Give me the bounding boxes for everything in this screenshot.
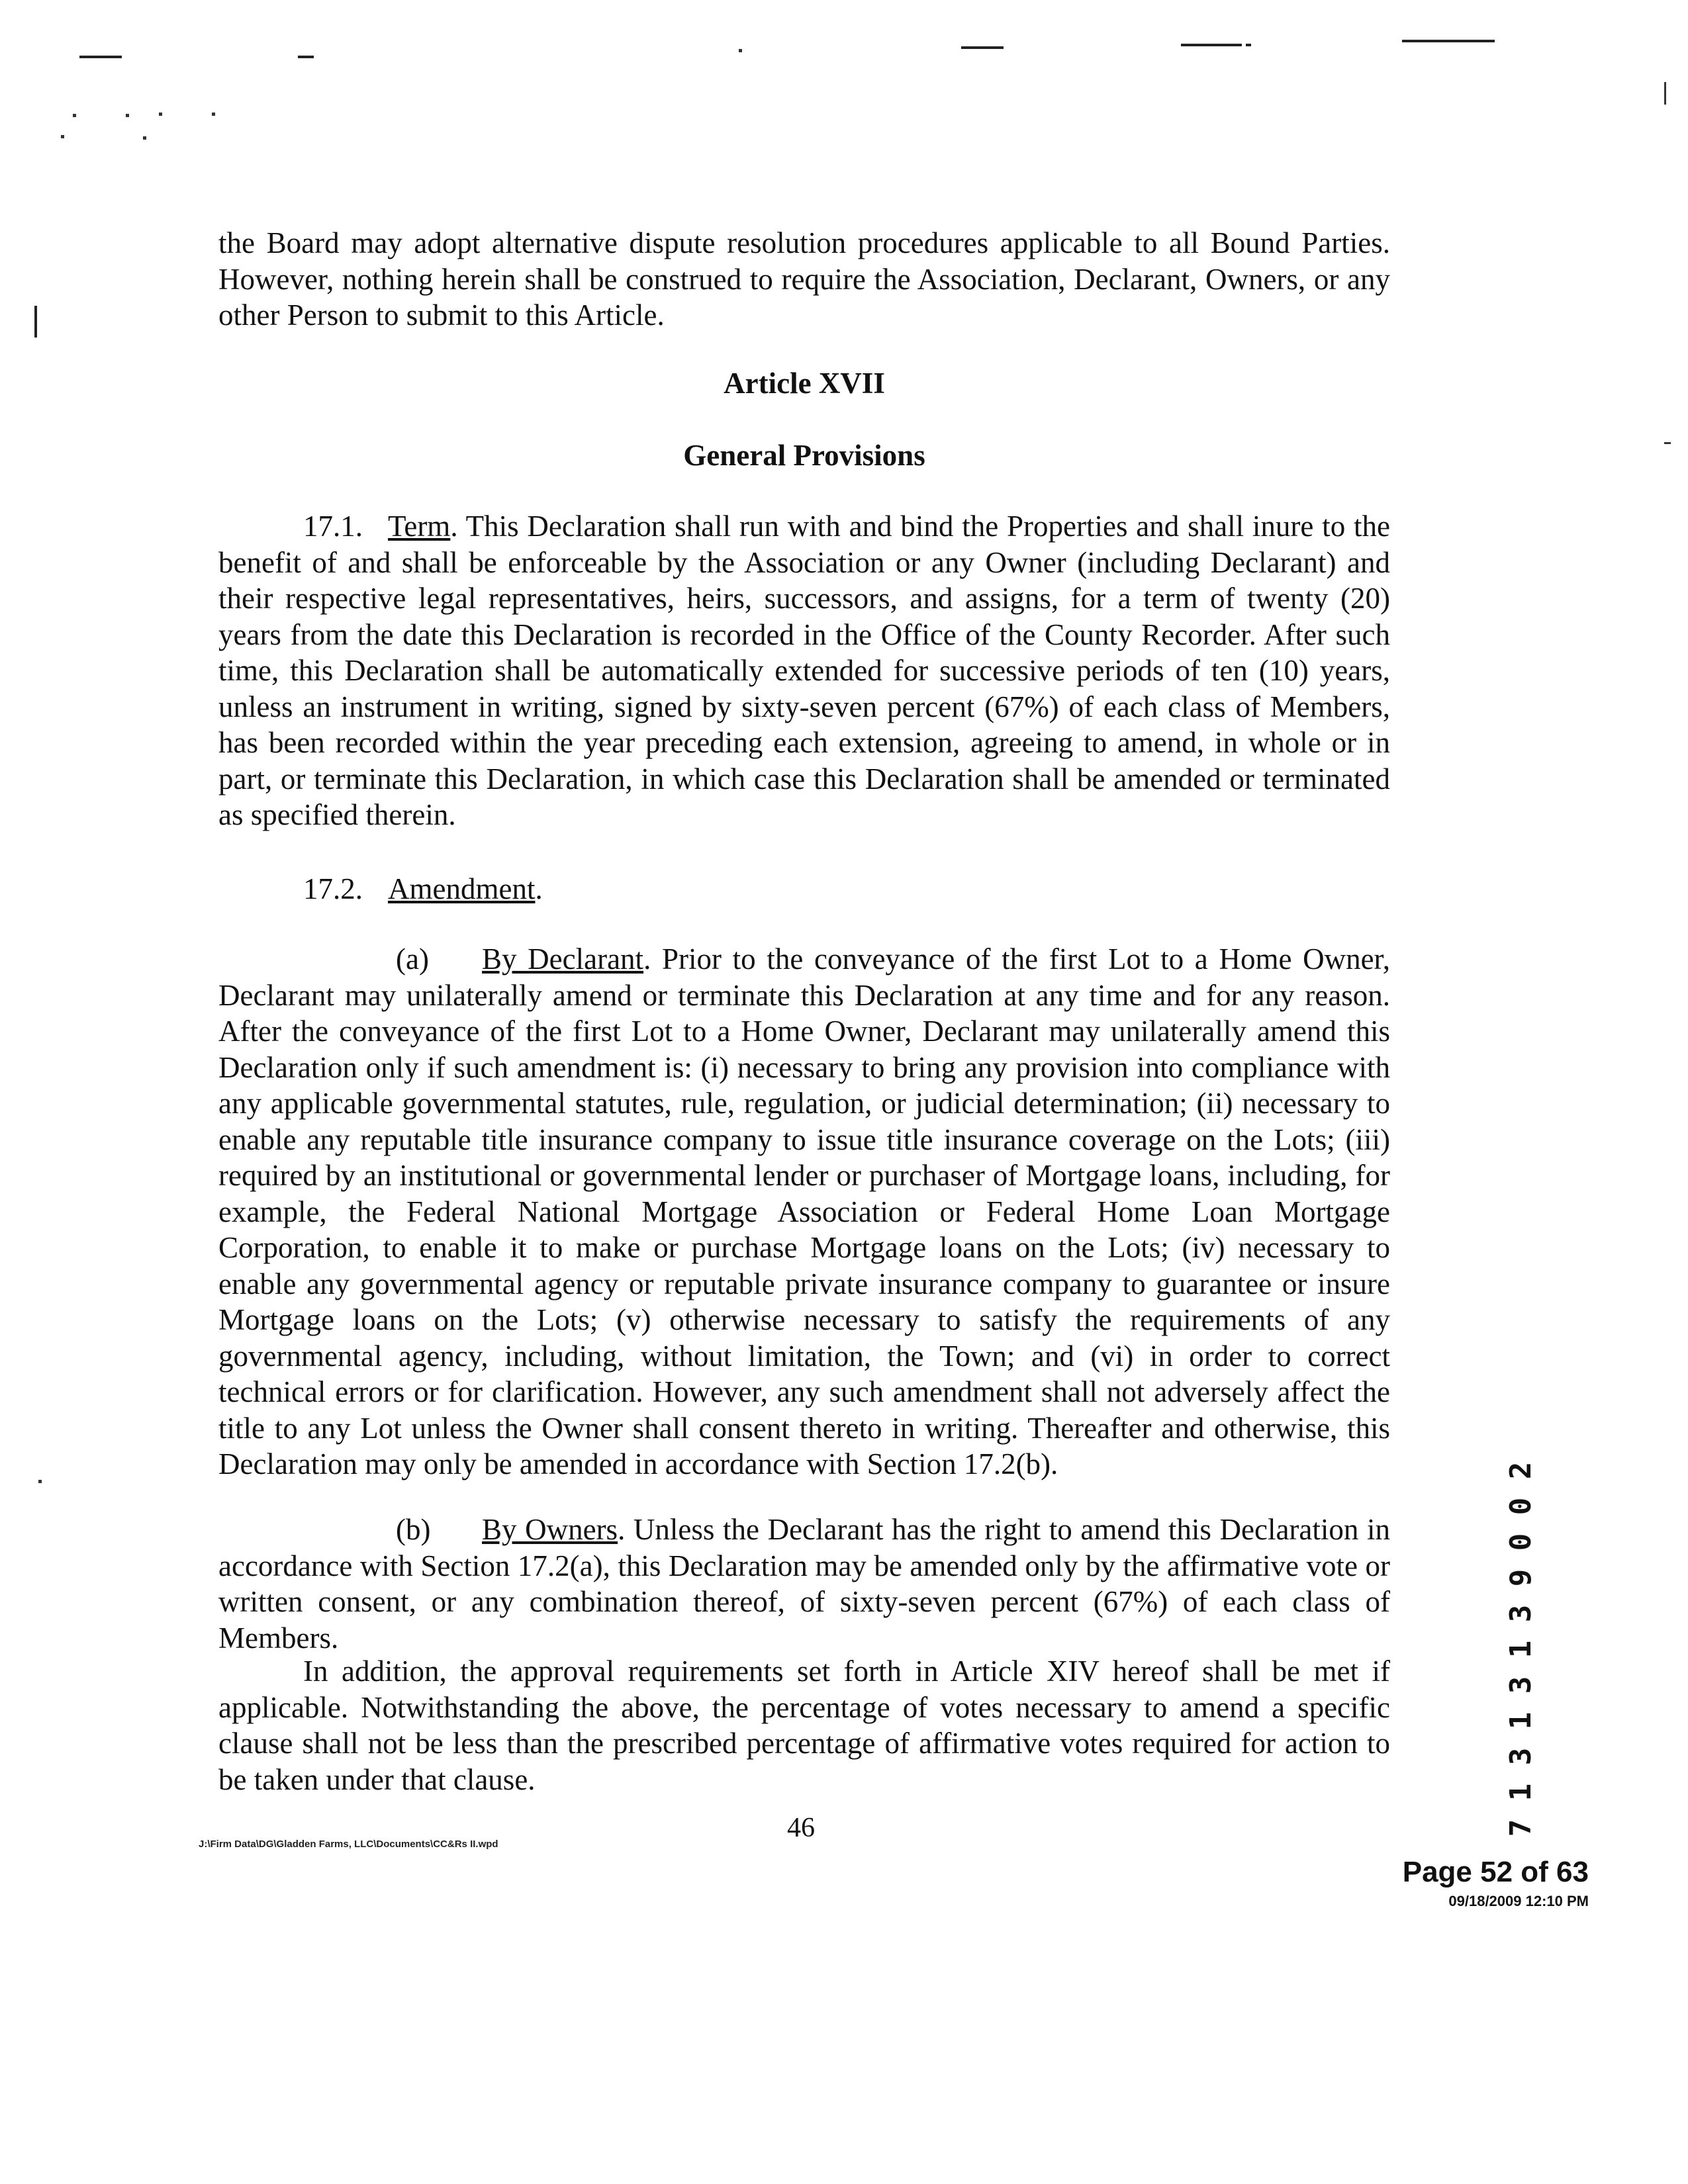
- section-number: 17.1.: [303, 510, 363, 543]
- recording-digit: 3: [1504, 1676, 1538, 1694]
- scan-speck: [739, 49, 742, 52]
- recording-digit: 9: [1504, 1569, 1538, 1587]
- subsection-a: (a) By Declarant. Prior to the conveyance of the first Lot to a Home Owner, Declarant may unilaterally amend or terminate this Declaration at any time and for any reason. After the conveyance of the first Lot to a Home Owner, Declarant may unilaterally amend this Declaration only if such amendment is: (i) necessary to bring any provision into compliance with any applicable governmental statutes, rule, regulation, or judicial determination; (ii) necessary to enable any reputable title insurance company to issue title insurance coverage on the Lots; (iii) required by an institutional or governmental lender or purchaser of Mortgage loans, including, for example, the Federal National Mortgage Association or Federal Home Loan Mortgage Corporation, to enable it to make or purchase Mortgage loans on the Lots; (iv) necessary to enable any governmental agency or reputable private insurance company to guarantee or insure Mortgage loans on the Lots; (v) otherwise necessary to satisfy the requirements of any governmental agency, including, without limitation, the Town; and (vi) in order to correct technical errors or for clarification. However, any such amendment shall not adversely affect the title to any Lot unless the Owner shall consent thereto in writing. Thereafter and otherwise, this Declaration may only be amended in accordance with Section 17.2(b).: [218, 942, 1390, 1480]
- section-17-2: 17.2. Amendment.: [218, 871, 1390, 907]
- subsection-label: (a): [396, 942, 429, 976]
- subsection-title: By Declarant: [482, 942, 644, 976]
- scan-speck: [38, 1480, 42, 1483]
- scan-speck: [143, 136, 146, 140]
- scan-mark: [1181, 44, 1242, 46]
- section-title: Amendment: [388, 872, 536, 905]
- scan-mark: [1664, 442, 1671, 444]
- subsection-body: Unless the Declarant has the right to amend this Declaration in accordance with Section 17.2(a), this Declaration may be amended only by the affirmative vote or written consent, or any combination thereof, of sixty-seven percent (67%) of each class of Members.: [218, 1513, 1390, 1655]
- recording-page-label: Page 52 of 63: [1402, 1856, 1589, 1888]
- recording-digit: 1: [1504, 1711, 1538, 1730]
- recording-digit: 3: [1504, 1747, 1538, 1766]
- scan-mark: [34, 306, 37, 338]
- page-number: 46: [787, 1813, 815, 1843]
- section-17-1: 17.1. Term. This Declaration shall run with and bind the Properties and shall inure to the benefit of and shall be enforceable by the Association or any Owner (including Declarant) and their respective legal representatives, heirs, successors, and assigns, for a term of twenty (20) years from the date this Declaration is recorded in the Office of the County Recorder. After such time, this Declaration shall be automatically extended for successive periods of ten (10) years, unless an instrument in writing, signed by sixty-seven percent (67%) of each class of Members, has been recorded within the year preceding each extension, agreeing to amend, in whole or in part, or terminate this Declaration, in which case this Declaration shall be amended or terminated as specified therein.: [218, 510, 1390, 831]
- scan-speck: [159, 113, 162, 116]
- subsection-title: By Owners: [482, 1513, 618, 1546]
- recording-digit: 1: [1504, 1783, 1538, 1801]
- continuation-paragraph: the Board may adopt alternative dispute resolution procedures applicable to all Bound Parties. However, nothing herein shall be construed to require the Association, Declarant, Owners, or any other Person to submit to this Article.: [218, 226, 1390, 332]
- section-number: 17.2.: [303, 872, 363, 905]
- article-subheading: General Provisions: [683, 439, 925, 472]
- subsection-label: (b): [396, 1513, 431, 1546]
- closing-paragraph: In addition, the approval requirements set forth in Article XIV hereof shall be met if applicable. Notwithstanding the above, the percentage of votes necessary to amend a specific clause shall not be less than the prescribed percentage of affirmative votes required for action to be taken under that clause.: [218, 1655, 1390, 1796]
- subsection-b: (b) By Owners. Unless the Declarant has the right to amend this Declaration in accordance with Section 17.2(a), this Declaration may be amended only by the affirmative vote or written consent, or any combination thereof, of sixty-seven percent (67%) of each class of Members.: [218, 1513, 1390, 1655]
- recording-digit: 7: [1504, 1819, 1538, 1837]
- scan-mark: [1664, 82, 1673, 105]
- scan-mark: [1246, 44, 1251, 46]
- scan-speck: [73, 114, 76, 117]
- subsection-body: Prior to the conveyance of the first Lot to a Home Owner, Declarant may unilaterally amend or terminate this Declaration at any time and for any reason. After the conveyance of the first Lot to a Home Owner, Declarant may unilaterally amend this Declaration only if such amendment is: (i) necessary to bring any provision into compliance with any applicable governmental statutes, rule, regulation, or judicial determination; (ii) necessary to enable any reputable title insurance company to issue title insurance coverage on the Lots; (iii) required by an institutional or governmental lender or purchaser of Mortgage loans, including, for example, the Federal National Mortgage Association or Federal Home Loan Mortgage Corporation, to enable it to make or purchase Mortgage loans on the Lots; (iv) necessary to enable any governmental agency or reputable private insurance company to guarantee or insure Mortgage loans on the Lots; (v) otherwise necessary to satisfy the requirements of any governmental agency, including, without limitation, the Town; and (vi) in order to correct technical errors or for clarification. However, any such amendment shall not adversely affect the title to any Lot unless the Owner shall consent thereto in writing. Thereafter and otherwise, this Declaration may only be amended in accordance with Section 17.2(b).: [218, 942, 1390, 1480]
- scan-speck: [212, 113, 215, 116]
- scan-mark: [298, 56, 314, 58]
- scan-mark: [79, 56, 122, 58]
- section-body: This Declaration shall run with and bind the Properties and shall inure to the benefit of and shall be enforceable by the Association or any Owner (including Declarant) and their respective legal representatives, heirs, successors, and assigns, for a term of twenty (20) years from the date this Declaration is recorded in the Office of the County Recorder. After such time, this Declaration shall be automatically extended for successive periods of ten (10) years, unless an instrument in writing, signed by sixty-seven percent (67%) of each class of Members, has been recorded within the year preceding each extension, agreeing to amend, in whole or in part, or terminate this Declaration, in which case this Declaration shall be amended or terminated as specified therein.: [218, 510, 1390, 831]
- scan-speck: [61, 135, 64, 138]
- recording-digit: 2: [1504, 1461, 1538, 1480]
- recording-digit: 3: [1504, 1604, 1538, 1623]
- recording-digit: 0: [1504, 1533, 1538, 1551]
- footer-file-path: J:\Firm Data\DG\Gladden Farms, LLC\Documents\CC&Rs II.wpd: [199, 1839, 498, 1850]
- scan-mark: [961, 46, 1004, 49]
- recording-datetime: 09/18/2009 12:10 PM: [1448, 1893, 1589, 1909]
- recording-digit: 0: [1504, 1497, 1538, 1516]
- recording-document-number: [1501, 1456, 1541, 1849]
- article-heading: Article XVII: [724, 367, 885, 400]
- scan-mark: [1402, 40, 1495, 42]
- recording-digit: 1: [1504, 1640, 1538, 1659]
- scan-speck: [126, 114, 129, 117]
- section-title: Term: [388, 510, 451, 543]
